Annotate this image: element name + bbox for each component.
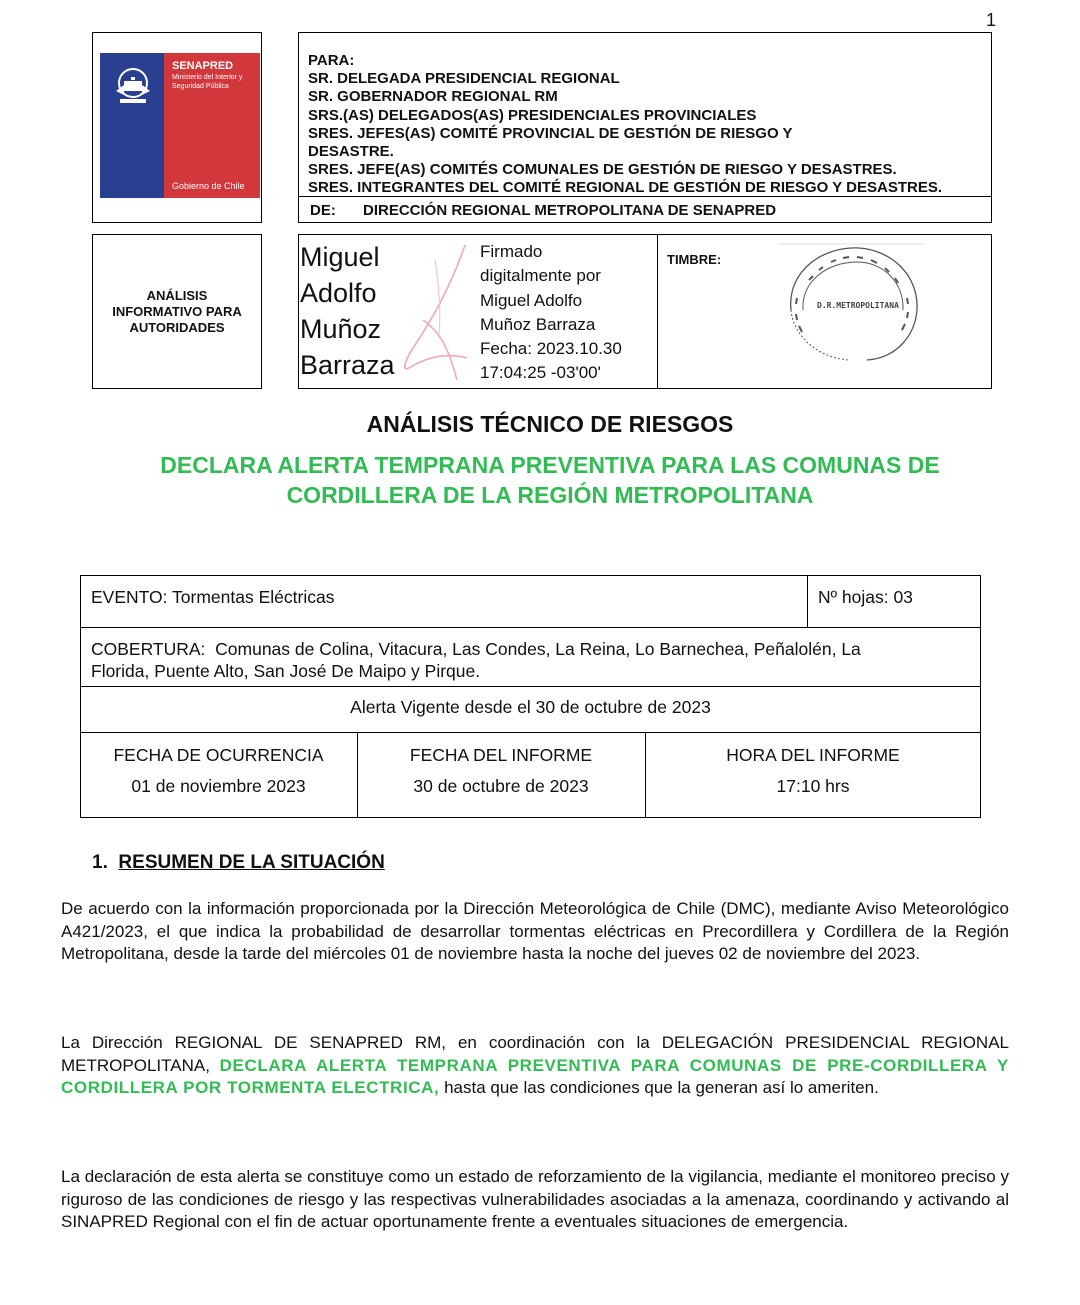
coverage-cell: [91, 638, 976, 682]
report-time-value: 17:10 hrs: [776, 776, 850, 796]
de-value: DIRECCIÓN REGIONAL METROPOLITANA DE SENAPRED: [363, 202, 777, 219]
section-heading: [92, 852, 385, 874]
digital-signature-mark-icon: [395, 240, 475, 385]
official-stamp-icon: [779, 240, 924, 365]
section-title: RESUMEN DE LA SITUACIÓN: [118, 852, 385, 873]
document-subtitle: [0, 450, 1080, 510]
doc-type-line: INFORMATIVO PARA: [112, 304, 242, 319]
occurrence-date-header: FECHA DE OCURRENCIA: [113, 745, 324, 765]
logo-ministry: Ministerio del Interior y Seguridad Pública: [172, 74, 243, 90]
logo-blue-band: [100, 53, 164, 198]
recipient-line: SRES. JEFE(AS) COMITÉS COMUNALES DE GESTIÓN DE RIESGO Y DESASTRES.: [308, 161, 897, 179]
de-label: DE:: [310, 202, 336, 219]
recipient-line: SRES. JEFES(AS) COMITÉ PROVINCIAL DE GESTIÓN DE RIESGO Y: [308, 124, 793, 142]
document-title: ANÁLISIS TÉCNICO DE RIESGOS: [366, 411, 734, 437]
recipient-line: SR. DELEGADA PRESIDENCIAL REGIONAL: [308, 70, 620, 88]
occurrence-date-value: 01 de noviembre 2023: [131, 776, 306, 796]
table-divider: [807, 575, 808, 628]
report-date-value: 30 de octubre de 2023: [413, 776, 589, 796]
logo-org: SENAPRED: [172, 60, 234, 72]
signature-detail-line: Miguel Adolfo: [480, 290, 583, 310]
coat-of-arms-icon: [110, 61, 156, 109]
paragraph-2-tail: hasta que las condiciones que la generan así lo ameriten.: [439, 1078, 879, 1097]
table-divider: [80, 686, 981, 687]
signer-name-line: Adolfo: [300, 278, 377, 308]
signer-name-line: Miguel: [300, 242, 380, 272]
recipient-line: SRES. INTEGRANTES DEL COMITÉ REGIONAL DE GESTIÓN DE RIESGO Y DESASTRES.: [308, 179, 942, 197]
logo-government: Gobierno de Chile: [172, 181, 245, 191]
paragraph-3: La declaración de esta alerta se constituye como un estado de reforzamiento de la vigilancia, mediante el monitoreo preciso y riguroso de las condiciones de riesgo y las respectivas vulnerabilidades asociadas a la amenaza, coordinando y activando al SINAPRED Regional con el fin de actuar oportunamente frente a eventuales situaciones de emergencia.: [61, 1167, 1009, 1231]
signature-detail-line: Muñoz Barraza: [480, 314, 596, 334]
signer-name-line: Barraza: [300, 350, 395, 380]
signature-detail-line: Fecha: 2023.10.30: [480, 339, 622, 359]
report-date-header: FECHA DEL INFORME: [409, 745, 593, 765]
coverage-line: COBERTURA: Comunas de Colina, Vitacura, Las Condes, La Reina, Lo Barnechea, Peñalolén, La: [91, 639, 861, 659]
para-label: PARA:: [308, 52, 355, 69]
report-time-header: HORA DEL INFORME: [726, 745, 900, 765]
alert-declaration: DECLARA ALERTA TEMPRANA PREVENTIVA PARA COMUNAS DE PRE-CORDILLERA Y CORDILLERA POR TORMENTA ELECTRICA,: [61, 1055, 1009, 1097]
recipients-list: [308, 52, 988, 198]
senapred-logo: [100, 53, 260, 198]
signature-detail-line: Firmado: [480, 242, 543, 261]
stamp-center-text: D.R.METROPOLITANA: [817, 301, 899, 310]
page-number: 1: [986, 10, 997, 30]
coverage-line: Florida, Puente Alto, San José De Maipo y Pirque.: [91, 661, 481, 681]
recipient-line: SRS.(AS) DELEGADOS(AS) PRESIDENCIALES PROVINCIALES: [308, 106, 757, 124]
signature-details: [480, 240, 660, 386]
sheets-cell: Nº hojas: 03: [818, 587, 913, 607]
timbre-label: TIMBRE:: [667, 252, 722, 267]
event-cell: EVENTO: Tormentas Eléctricas: [91, 587, 335, 607]
doc-type: [92, 288, 262, 336]
signer-name-line: Muñoz: [300, 314, 382, 344]
subtitle-line: DECLARA ALERTA TEMPRANA PREVENTIVA PARA LAS COMUNAS DE: [160, 452, 940, 478]
doc-type-line: ANÁLISIS: [146, 288, 208, 303]
table-divider: [80, 732, 981, 733]
subtitle-line: CORDILLERA DE LA REGIÓN METROPOLITANA: [286, 482, 814, 508]
table-divider: [80, 627, 981, 628]
recipient-line: DESASTRE.: [308, 143, 394, 161]
section-number: 1.: [92, 852, 108, 873]
paragraph-2-lead: La Dirección REGIONAL DE SENAPRED RM, en coordinación con la DELEGACIÓN PRESIDENCIAL REGIONAL METROPOLITANA,: [61, 1033, 1009, 1075]
alert-valid-since: Alerta Vigente desde el 30 de octubre de 2023: [350, 697, 711, 717]
paragraph-1: De acuerdo con la información proporcionada por la Dirección Meteorológica de Chile (DMC), mediante Aviso Meteorológico A421/2023, el que indica la probabilidad de desarrollar tormentas eléctricas en Precordillera y Cordillera de la Región Metropolitana, desde la tarde del miércoles 01 de noviembre hasta la noche del jueves 02 de noviembre del 2023.: [61, 899, 1009, 963]
signature-detail-line: digitalmente por: [480, 266, 601, 286]
paragraph-2: [61, 1032, 1009, 1100]
recipient-line: SR. GOBERNADOR REGIONAL RM: [308, 88, 558, 106]
signature-detail-line: 17:04:25 -03'00': [480, 363, 601, 383]
doc-type-line: AUTORIDADES: [129, 320, 225, 335]
